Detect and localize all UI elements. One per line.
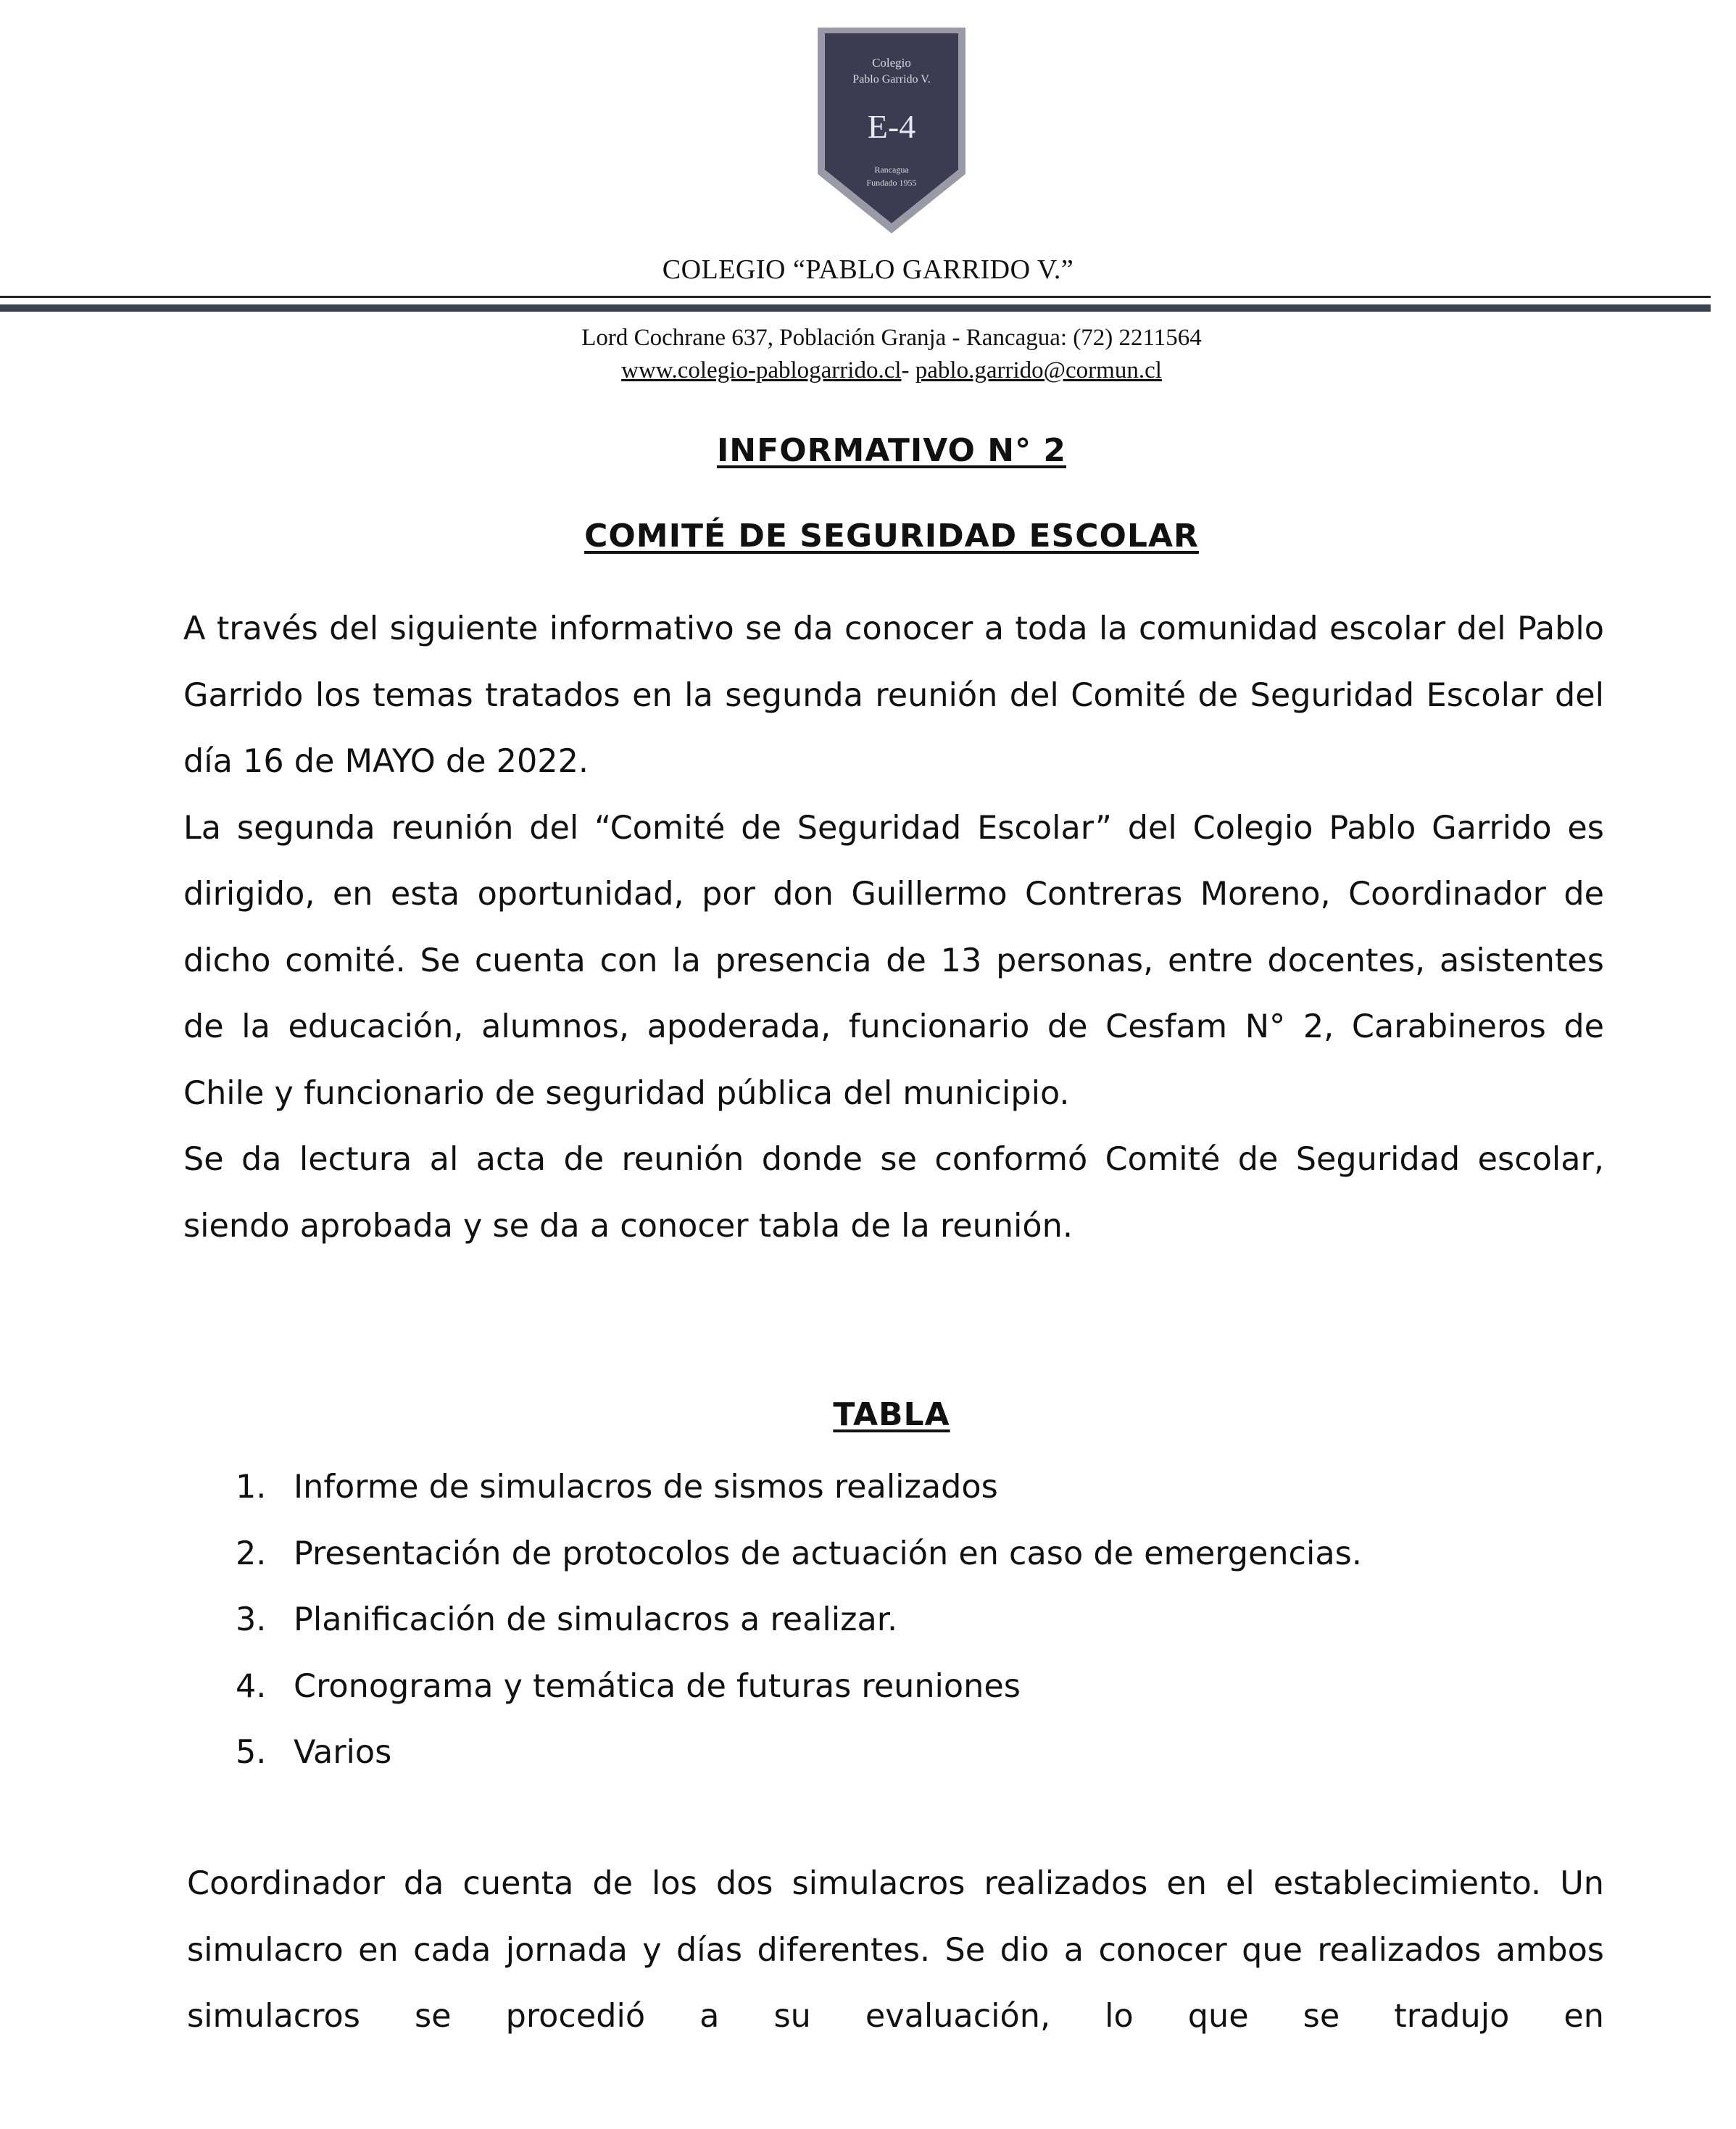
list-number: 4. [236,1667,267,1705]
list-number: 5. [236,1734,267,1771]
list-number: 1. [236,1469,267,1506]
logo-top-arc: Colegio [872,56,911,70]
agenda-list [236,1454,1613,1786]
list-item [236,1719,1613,1786]
paragraph: Se da lectura al acta de reunión donde se conformó Comité de Seguridad escolar, siendo aprobada y se da a conocer tabla de la reunión. [183,1141,1604,1245]
logo-code: E-4 [867,108,916,145]
contact-links [0,357,1736,384]
document-subtitle: COMITÉ DE SEGURIDAD ESCOLAR [584,518,1199,555]
paragraph: La segunda reunión del “Comité de Seguridad Escolar” del Colegio Pablo Garrido es dirigido, en esta oportunidad, por don Guillermo Contreras Moreno, Coordinador de dicho comité. Se cuenta con la presencia de 13 personas, entre docentes, asistentes de la educación, alumnos, apoderada, funcionario de Cesfam N° 2, Carabineros de Chile y funcionario de seguridad pública del municipio. [183,809,1604,1112]
closing-paragraph [187,1851,1604,2050]
list-text: Cronograma y temática de futuras reuniones [294,1667,1021,1705]
list-item [236,1521,1613,1588]
paragraph: Coordinador da cuenta de los dos simulacros realizados en el establecimiento. Un simulacro en cada jornada y días diferentes. Se dio a conocer que realizados ambos simulacros se procedió a su evaluación, lo que se tradujo en [187,1865,1604,2035]
school-shield-logo-icon [812,22,971,239]
list-text: Planificación de simulacros a realizar. [294,1601,898,1638]
school-name: COLEGIO “PABLO GARRIDO V.” [662,254,1074,285]
list-number: 3. [236,1601,267,1638]
header-divider-thin [0,296,1711,298]
agenda-title: TABLA [833,1396,950,1433]
header-divider-thick [0,304,1711,312]
list-text: Varios [294,1734,392,1771]
list-item [236,1653,1613,1720]
intro-paragraphs [183,596,1604,1259]
list-number: 2. [236,1535,267,1572]
list-item [236,1587,1613,1653]
school-address: Lord Cochrane 637, Población Granja - Rancagua: (72) 2211564 [581,325,1202,351]
list-text: Informe de simulacros de sismos realizados [294,1469,998,1506]
list-item [236,1454,1613,1521]
logo-city: Rancagua [874,165,909,175]
link-separator: - [901,357,910,383]
paragraph: A través del siguiente informativo se da conocer a toda la comunidad escolar del Pablo Garrido los temas tratados en la segunda reunión del Comité de Seguridad Escolar del día 16 de MAYO de 2022. [183,610,1604,780]
list-text: Presentación de protocolos de actuación en caso de emergencias. [294,1535,1362,1572]
shield-graphic [812,22,971,239]
logo-name-arc: Pablo Garrido V. [852,73,931,86]
logo-founded: Fundado 1955 [866,178,917,188]
email-link[interactable]: pablo.garrido@cormun.cl [915,357,1162,383]
website-link[interactable]: www.colegio-pablogarrido.cl [621,357,902,383]
document-title: INFORMATIVO N° 2 [716,432,1067,469]
